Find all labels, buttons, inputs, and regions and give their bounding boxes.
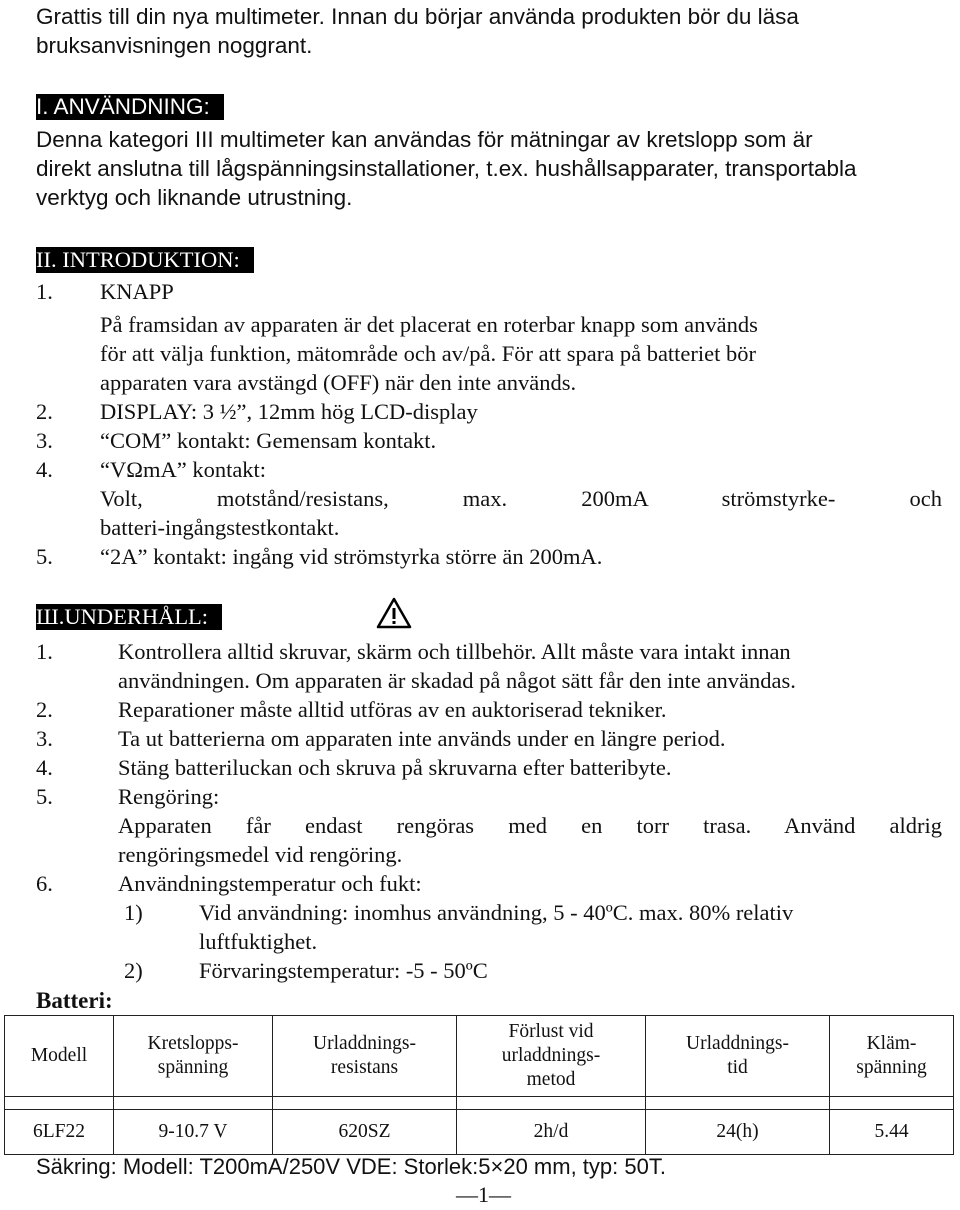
table-header-row (5, 1016, 954, 1097)
item-description (100, 310, 942, 397)
item-number: 5. (36, 784, 53, 809)
section-maintenance (36, 602, 942, 985)
table-spacer-row (5, 1097, 954, 1110)
section-heading: I. ANVÄNDNING: (36, 94, 224, 120)
table-cell: 5.44 (830, 1110, 954, 1155)
desc-line: På framsidan av apparaten är det placerat en roterbar knapp som används (100, 312, 758, 337)
item-number: 4. (36, 755, 53, 780)
item-line: Apparaten får endast rengöras med en torr trasa. Använd aldrig (118, 813, 942, 838)
header-cell-discharge-method: Förlust vid urladdnings- metod (457, 1016, 646, 1097)
list-item (36, 782, 942, 869)
sub-item-line: Förvaringstemperatur: -5 - 50ºC (199, 958, 488, 983)
sub-item-line: luftfuktighet. (199, 929, 318, 954)
desc-line: för att välja funktion, mätområde och av/på. För att spara på batteriet bör (100, 341, 757, 366)
table-cell: 6LF22 (5, 1110, 114, 1155)
list-item (36, 455, 942, 484)
sub-item-line: Vid användning: inomhus användning, 5 - 40ºC. max. 80% relativ (199, 900, 794, 925)
table-cell: 24(h) (646, 1110, 830, 1155)
table-row (5, 1110, 954, 1155)
item-number: 3. (36, 428, 53, 453)
item-number: 2. (36, 399, 53, 424)
header-cell-discharge-time: Urladdnings- tid (646, 1016, 830, 1097)
sub-item (124, 956, 942, 985)
intro-paragraph (36, 2, 942, 60)
item-line: rengöringsmedel vid rengöring. (118, 842, 403, 867)
item-description (100, 484, 942, 542)
header-cell-discharge-resistance: Urladdnings- resistans (273, 1016, 457, 1097)
fuse-info: Säkring: Modell: T200mA/250V VDE: Storlek:5×20 mm, typ: 50T. (36, 1154, 666, 1179)
header-cell-circuit-voltage: Kretslopps- spänning (114, 1016, 273, 1097)
item-number: 6. (36, 871, 53, 896)
battery-heading: Batteri: (36, 988, 113, 1013)
list-item (36, 397, 942, 426)
section-introduction (36, 245, 942, 571)
page-number: —1— (456, 1182, 511, 1207)
usage-line: direkt anslutna till lågspänningsinstallationer, t.ex. hushållsapparater, transportabla (36, 156, 857, 181)
sub-item (124, 898, 942, 927)
item-line: Kontrollera alltid skruvar, skärm och tillbehör. Allt måste vara intakt innan (118, 639, 791, 664)
section-heading: Ш.UNDERHÅLL: (36, 604, 222, 630)
item-line: Reparationer måste alltid utföras av en auktoriserad tekniker. (118, 697, 667, 722)
list-item (36, 724, 942, 753)
item-text: “VΩmA” kontakt: (100, 457, 267, 482)
desc-line: Volt, motstånd/resistans, max. 200mA strömstyrke- och (100, 486, 942, 511)
sub-item-number: 2) (124, 958, 143, 983)
item-number: 2. (36, 697, 53, 722)
header-cell-clamp-voltage: Kläm- spänning (830, 1016, 954, 1097)
item-number: 4. (36, 457, 53, 482)
item-text: “2A” kontakt: ingång vid strömstyrka större än 200mA. (100, 544, 603, 569)
sub-item-number: 1) (124, 900, 143, 925)
item-number: 5. (36, 544, 53, 569)
section-heading: II. INTRODUKTION: (36, 247, 254, 273)
item-text: DISPLAY: 3 ½”, 12mm hög LCD-display (100, 399, 478, 424)
table-cell: 620SZ (273, 1110, 457, 1155)
item-line: Stäng batteriluckan och skruva på skruvarna efter batteribyte. (118, 755, 672, 780)
table-cell: 2h/d (457, 1110, 646, 1155)
usage-line: verktyg och liknande utrustning. (36, 185, 353, 210)
list-item (36, 637, 942, 695)
item-line: användningen. Om apparaten är skadad på något sätt får den inte användas. (118, 668, 796, 693)
desc-line: apparaten vara avstängd (OFF) när den inte används. (100, 370, 577, 395)
section-usage (36, 92, 942, 212)
item-number: 1. (36, 639, 53, 664)
list-item (36, 426, 942, 455)
list-item (36, 869, 942, 985)
list-item (36, 542, 942, 571)
item-line: Användningstemperatur och fukt: (118, 871, 422, 896)
intro-text: Grattis till din nya multimeter. Innan du börjar använda produkten bör du läsa bruksanvisningen noggrant. (36, 4, 799, 58)
desc-line: batteri-ingångstestkontakt. (100, 515, 340, 540)
table-cell: 9-10.7 V (114, 1110, 273, 1155)
warning-triangle-icon (376, 597, 412, 636)
item-line: Rengöring: (118, 784, 220, 809)
list-item (36, 753, 942, 782)
item-title: KNAPP (100, 279, 174, 304)
list-item (36, 277, 942, 306)
item-text: “COM” kontakt: Gemensam kontakt. (100, 428, 437, 453)
item-number: 1. (36, 279, 53, 304)
item-number: 3. (36, 726, 53, 751)
list-item (36, 695, 942, 724)
usage-line: Denna kategori III multimeter kan användas för mätningar av kretslopp som är (36, 127, 813, 152)
item-line: Ta ut batterierna om apparaten inte används under en längre period. (118, 726, 726, 751)
header-cell-model: Modell (5, 1016, 114, 1097)
battery-table (4, 1015, 954, 1155)
